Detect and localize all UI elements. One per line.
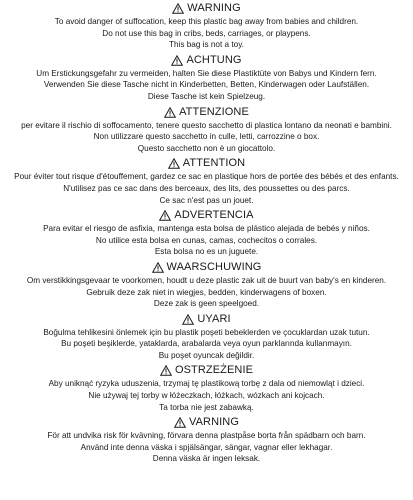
warning-line: Bu poşet oyuncak değildir. [158,350,255,360]
warning-line: This bag is not a toy. [169,40,244,50]
warning-block-en [0,1,413,51]
warning-heading [0,156,413,171]
warning-line: Gebruik deze zak niet in wiegjes, bedden, kinderwagens of boxen. [86,287,327,297]
warning-heading-text: VARNING [188,416,239,429]
warning-triangle-icon [159,210,171,221]
warning-triangle-icon [168,158,180,169]
warning-heading [0,415,413,430]
warning-heading-text: OSTRZEŻENIE [174,364,254,377]
warning-line: Um Erstickungsgefahr zu vermeiden, halten Sie diese Plastiktüte von Babys und Kindern fern. [36,68,377,78]
warning-heading [0,208,413,223]
warning-triangle-icon [174,417,186,428]
warning-line: Pour éviter tout risque d'étouffement, gardez ce sac en plastique hors de portée des bébés et des enfants. [14,172,399,182]
warning-triangle-icon [171,55,183,66]
warning-line: Ce sac n'est pas un jouet. [159,195,254,205]
warning-triangle-icon [152,262,164,273]
warning-heading-text: WAARSCHUWING [166,260,262,273]
warning-block-pl [0,363,413,413]
warning-block-nl [0,260,413,310]
warning-line: Boğulma tehlikesini önlemek için bu plastik poşeti bebeklerden ve çocuklardan uzak tutun. [43,327,370,337]
warning-line: Om verstikkingsgevaar te voorkomen, houdt u deze plastic zak uit de buurt van baby's en kinderen. [26,275,387,285]
warning-line: Deze zak is geen speelgoed. [153,299,260,309]
warning-heading [0,312,413,327]
warning-line: Använd inte denna väska i spjälsängar, sängar, vagnar eller lekhagar. [80,442,333,452]
warning-heading-text: ACHTUNG [186,53,242,66]
warning-block-es [0,208,413,258]
warning-heading [0,260,413,275]
warning-line: Diese Tasche ist kein Spielzeug. [147,91,266,101]
warning-line: Non utilizzare questo sacchetto in culle, letti, carrozzine o box. [93,132,320,142]
warning-block-de [0,53,413,103]
warning-line: Ta torba nie jest zabawką. [159,402,254,412]
warning-line: per evitare il rischio di soffocamento, tenere questo sacchetto di plastica lontano da neonati e bambini. [21,120,392,130]
warning-line: Aby uniknąć ryzyka uduszenia, trzymaj tę plastikową torbę z dala od niemowląt i dzieci. [48,379,365,389]
warning-block-tr [0,312,413,362]
warning-heading-text: ADVERTENCIA [174,209,254,222]
warning-line: Questo sacchetto non è un giocattolo. [137,143,276,153]
warning-triangle-icon [164,107,176,118]
warning-block-it [0,105,413,155]
warning-heading [0,105,413,120]
warning-heading [0,53,413,68]
warning-heading [0,363,413,378]
warning-triangle-icon [182,314,194,325]
warning-triangle-icon [172,3,184,14]
warning-line: Esta bolsa no es un juguete. [154,247,259,257]
warning-line: Denna väska är ingen leksak. [152,454,261,464]
warning-line: Do not use this bag in cribs, beds, carriages, or playpens. [102,28,311,38]
warning-heading-text: WARNING [187,2,241,14]
warning-line: To avoid danger of suffocation, keep this plastic bag away from babies and children. [54,17,359,26]
warning-line: N'utilisez pas ce sac dans des berceaux, des lits, des poussettes ou des parcs. [63,183,350,193]
warning-line: För att undvika risk för kvävning, förvara denna plastpåse borta från spädbarn och barn. [47,431,366,441]
warning-heading-text: ATTENTION [182,157,246,170]
warning-heading-text: UYARI [197,312,231,325]
warning-block-sv [0,415,413,465]
warning-triangle-icon [160,365,172,376]
warning-heading-text: ATTENZIONE [179,105,249,118]
warning-heading [0,1,413,16]
warning-line: No utilice esta bolsa en cunas, camas, cochecitos o corrales. [95,235,318,245]
warning-block-fr [0,156,413,206]
warning-line: Para evitar el riesgo de asfixia, mantenga esta bolsa de plástico alejada de bebés y niños. [43,224,370,234]
warning-line: Nie używaj tej torby w łóżeczkach, łóżkach, wózkach ani kojcach. [88,391,325,401]
warning-line: Verwenden Sie diese Tasche nicht in Kinderbetten, Betten, Kinderwagen oder Laufställen. [43,80,370,90]
warning-line: Bu poşeti beşiklerde, yataklarda, arabalarda veya oyun parklarında kullanmayın. [61,339,352,349]
